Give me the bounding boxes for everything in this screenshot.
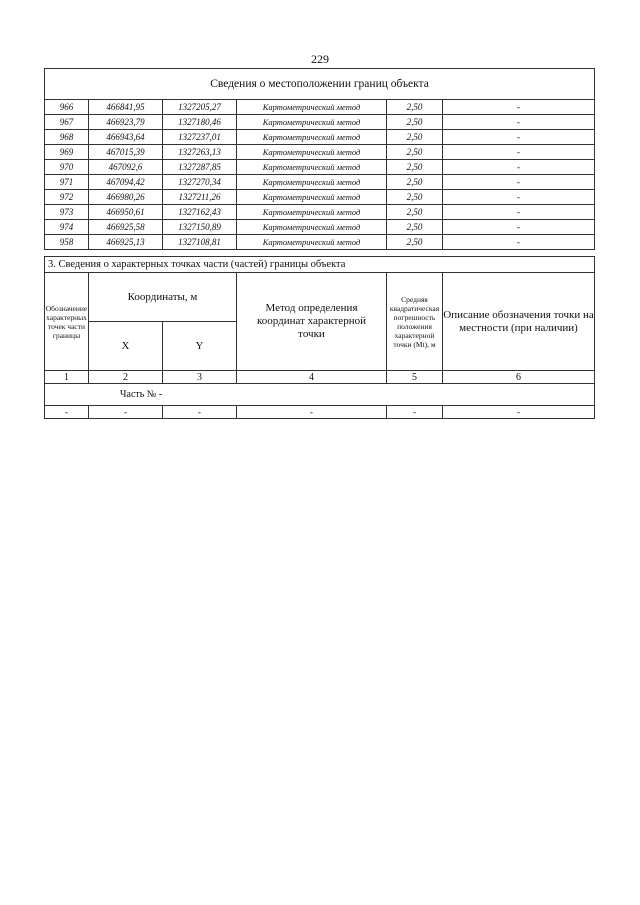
method: Картометрический метод bbox=[237, 235, 387, 250]
description: - bbox=[443, 100, 595, 115]
point-number: 958 bbox=[45, 235, 89, 250]
point-number: 966 bbox=[45, 100, 89, 115]
empty-cell: - bbox=[443, 406, 595, 419]
col-number: 5 bbox=[387, 371, 443, 384]
coord-y: 1327150,89 bbox=[163, 220, 237, 235]
point-row bbox=[45, 100, 595, 115]
empty-cell: - bbox=[89, 406, 163, 419]
accuracy: 2,50 bbox=[387, 115, 443, 130]
description: - bbox=[443, 145, 595, 160]
empty-cell: - bbox=[237, 406, 387, 419]
method: Картометрический метод bbox=[237, 115, 387, 130]
description: - bbox=[443, 220, 595, 235]
empty-cell: - bbox=[45, 406, 89, 419]
point-number: 970 bbox=[45, 160, 89, 175]
description: - bbox=[443, 115, 595, 130]
method: Картометрический метод bbox=[237, 220, 387, 235]
point-row bbox=[45, 175, 595, 190]
boundary-coordinates-table bbox=[44, 68, 595, 250]
coord-y: 1327270,34 bbox=[163, 175, 237, 190]
accuracy: 2,50 bbox=[387, 130, 443, 145]
coord-y: 1327211,26 bbox=[163, 190, 237, 205]
col-coords-header: Координаты, м bbox=[89, 273, 237, 322]
col-accuracy-header: Средняя квадратическая погрешность положения характерной точки (Mt), м bbox=[387, 273, 443, 371]
method: Картометрический метод bbox=[237, 175, 387, 190]
coord-x: 466841,95 bbox=[89, 100, 163, 115]
point-row bbox=[45, 235, 595, 250]
col-number: 3 bbox=[163, 371, 237, 384]
point-row bbox=[45, 205, 595, 220]
accuracy: 2,50 bbox=[387, 235, 443, 250]
point-number: 969 bbox=[45, 145, 89, 160]
description: - bbox=[443, 205, 595, 220]
page-number: 229 bbox=[311, 52, 329, 66]
col-point-header: Обозначение характерных точек части границы bbox=[45, 273, 89, 371]
coord-x: 466980,26 bbox=[89, 190, 163, 205]
coord-x: 467094,42 bbox=[89, 175, 163, 190]
point-row bbox=[45, 160, 595, 175]
accuracy: 2,50 bbox=[387, 175, 443, 190]
col-number: 1 bbox=[45, 371, 89, 384]
coord-y: 1327263,13 bbox=[163, 145, 237, 160]
description: - bbox=[443, 130, 595, 145]
method: Картометрический метод bbox=[237, 160, 387, 175]
point-row bbox=[45, 130, 595, 145]
method: Картометрический метод bbox=[237, 145, 387, 160]
empty-cell: - bbox=[387, 406, 443, 419]
accuracy: 2,50 bbox=[387, 145, 443, 160]
method: Картометрический метод bbox=[237, 130, 387, 145]
col-y-header: Y bbox=[163, 322, 237, 371]
col-number: 4 bbox=[237, 371, 387, 384]
coord-x: 467015,39 bbox=[89, 145, 163, 160]
section-title: Сведения о местоположении границ объекта bbox=[45, 69, 595, 100]
point-number: 968 bbox=[45, 130, 89, 145]
accuracy: 2,50 bbox=[387, 190, 443, 205]
accuracy: 2,50 bbox=[387, 160, 443, 175]
coord-x: 467092,6 bbox=[89, 160, 163, 175]
method: Картометрический метод bbox=[237, 100, 387, 115]
description: - bbox=[443, 160, 595, 175]
point-number: 967 bbox=[45, 115, 89, 130]
coord-x: 466925,13 bbox=[89, 235, 163, 250]
section3-title: 3. Сведения о характерных точках части (частей) границы объекта bbox=[45, 257, 595, 273]
coord-y: 1327162,43 bbox=[163, 205, 237, 220]
point-row bbox=[45, 145, 595, 160]
col-number: 6 bbox=[443, 371, 595, 384]
description: - bbox=[443, 175, 595, 190]
col-x-header: X bbox=[89, 322, 163, 371]
coord-x: 466943,64 bbox=[89, 130, 163, 145]
coord-x: 466923,79 bbox=[89, 115, 163, 130]
point-number: 971 bbox=[45, 175, 89, 190]
method: Картометрический метод bbox=[237, 205, 387, 220]
col-number: 2 bbox=[89, 371, 163, 384]
col-method-header: Метод определения координат характерной точки bbox=[237, 273, 387, 371]
accuracy: 2,50 bbox=[387, 220, 443, 235]
coord-y: 1327180,46 bbox=[163, 115, 237, 130]
coord-y: 1327205,27 bbox=[163, 100, 237, 115]
point-number: 974 bbox=[45, 220, 89, 235]
description: - bbox=[443, 190, 595, 205]
point-number: 972 bbox=[45, 190, 89, 205]
coord-y: 1327108,81 bbox=[163, 235, 237, 250]
point-row bbox=[45, 220, 595, 235]
coord-y: 1327237,01 bbox=[163, 130, 237, 145]
part-points-table bbox=[44, 256, 595, 419]
coord-y: 1327287,85 bbox=[163, 160, 237, 175]
point-row bbox=[45, 115, 595, 130]
col-desc-header: Описание обозначения точки на местности (при наличии) bbox=[443, 273, 595, 371]
accuracy: 2,50 bbox=[387, 205, 443, 220]
empty-cell: - bbox=[163, 406, 237, 419]
part-label: Часть № - bbox=[45, 384, 595, 406]
description: - bbox=[443, 235, 595, 250]
point-number: 973 bbox=[45, 205, 89, 220]
coord-x: 466950,61 bbox=[89, 205, 163, 220]
method: Картометрический метод bbox=[237, 190, 387, 205]
point-row bbox=[45, 190, 595, 205]
accuracy: 2,50 bbox=[387, 100, 443, 115]
coord-x: 466925,58 bbox=[89, 220, 163, 235]
